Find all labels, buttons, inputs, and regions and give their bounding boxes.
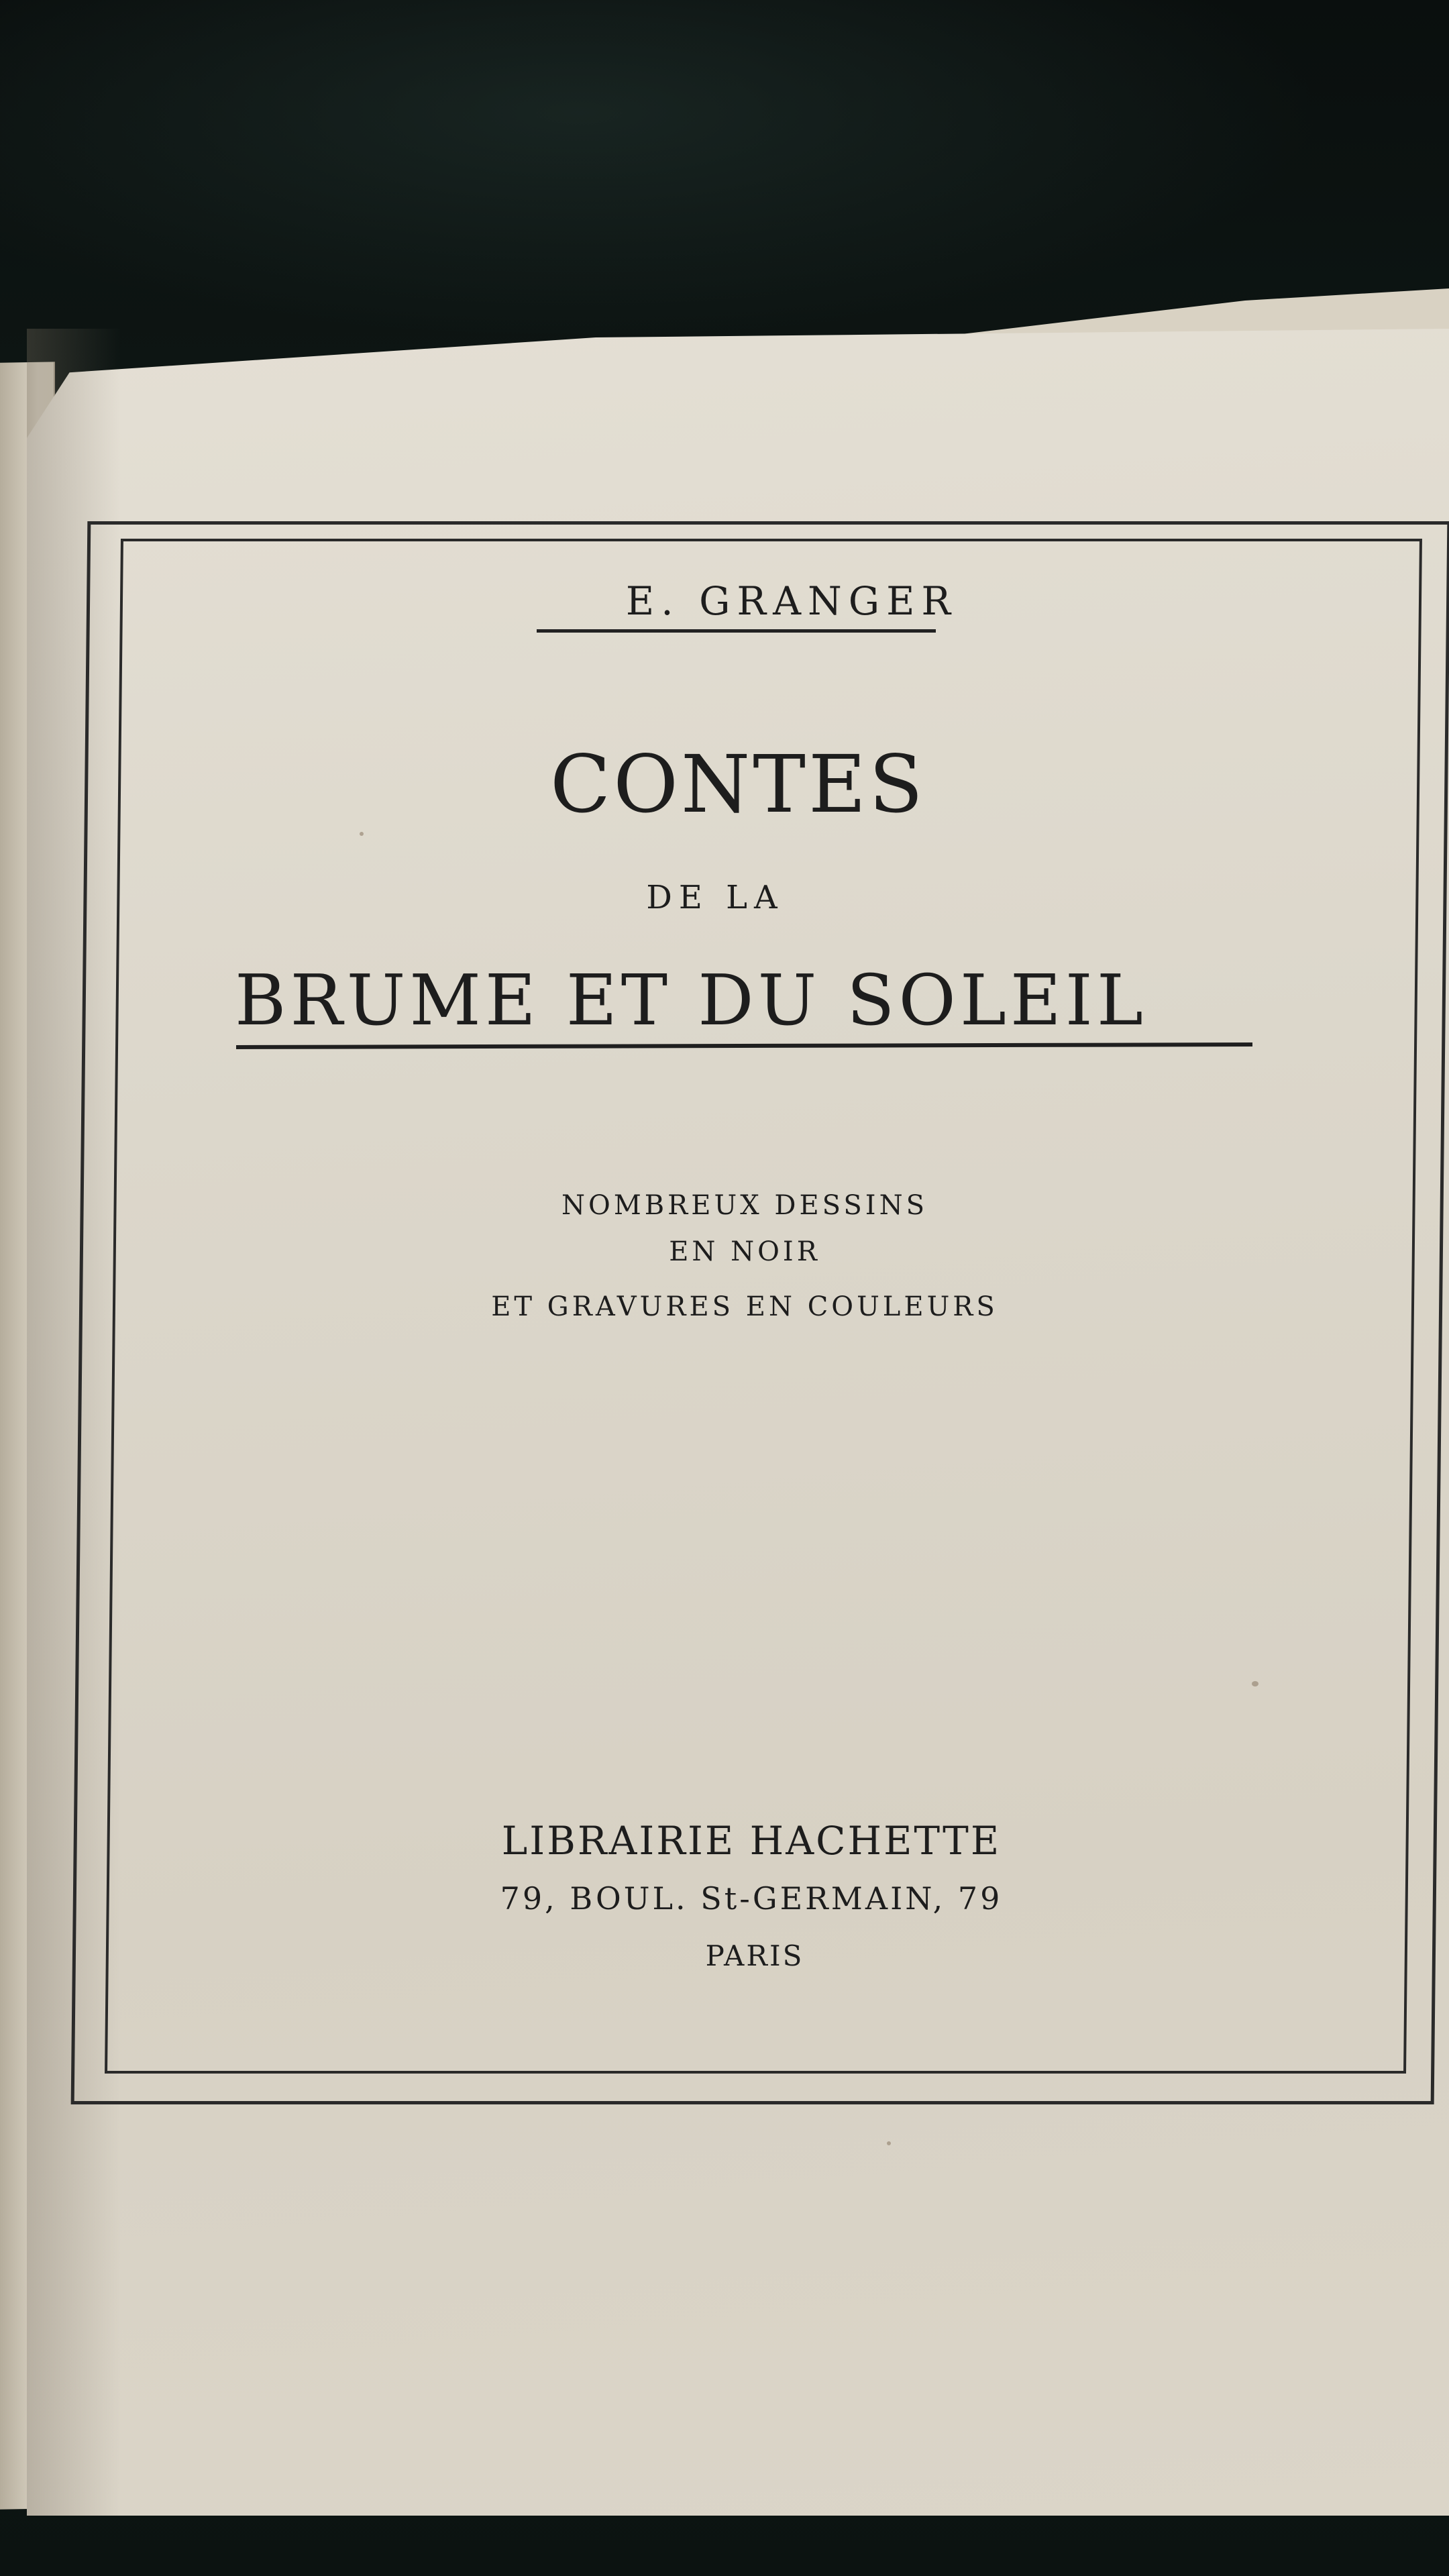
- author-name: E. GRANGER: [625, 578, 958, 624]
- publisher-address: 79, BOUL. St-GERMAIN, 79: [500, 1880, 1003, 1917]
- subtitle-line: EN NOIR: [669, 1236, 820, 1267]
- paper-speck: [1252, 1681, 1258, 1686]
- subtitle-line: NOMBREUX DESSINS: [561, 1190, 928, 1221]
- subtitle-line: ET GRAVURES EN COULEURS: [491, 1291, 998, 1322]
- publisher-city: PARIS: [705, 1939, 804, 1972]
- author-underline: [537, 629, 936, 633]
- title-line-3: BRUME ET DU SOLEIL: [235, 959, 1147, 1041]
- publisher-name: LIBRAIRIE HACHETTE: [501, 1818, 1002, 1864]
- title-line-1: CONTES: [550, 738, 926, 830]
- paper-speck: [887, 2141, 891, 2145]
- paper-speck: [360, 832, 364, 836]
- title-line-2: DE LA: [646, 879, 784, 916]
